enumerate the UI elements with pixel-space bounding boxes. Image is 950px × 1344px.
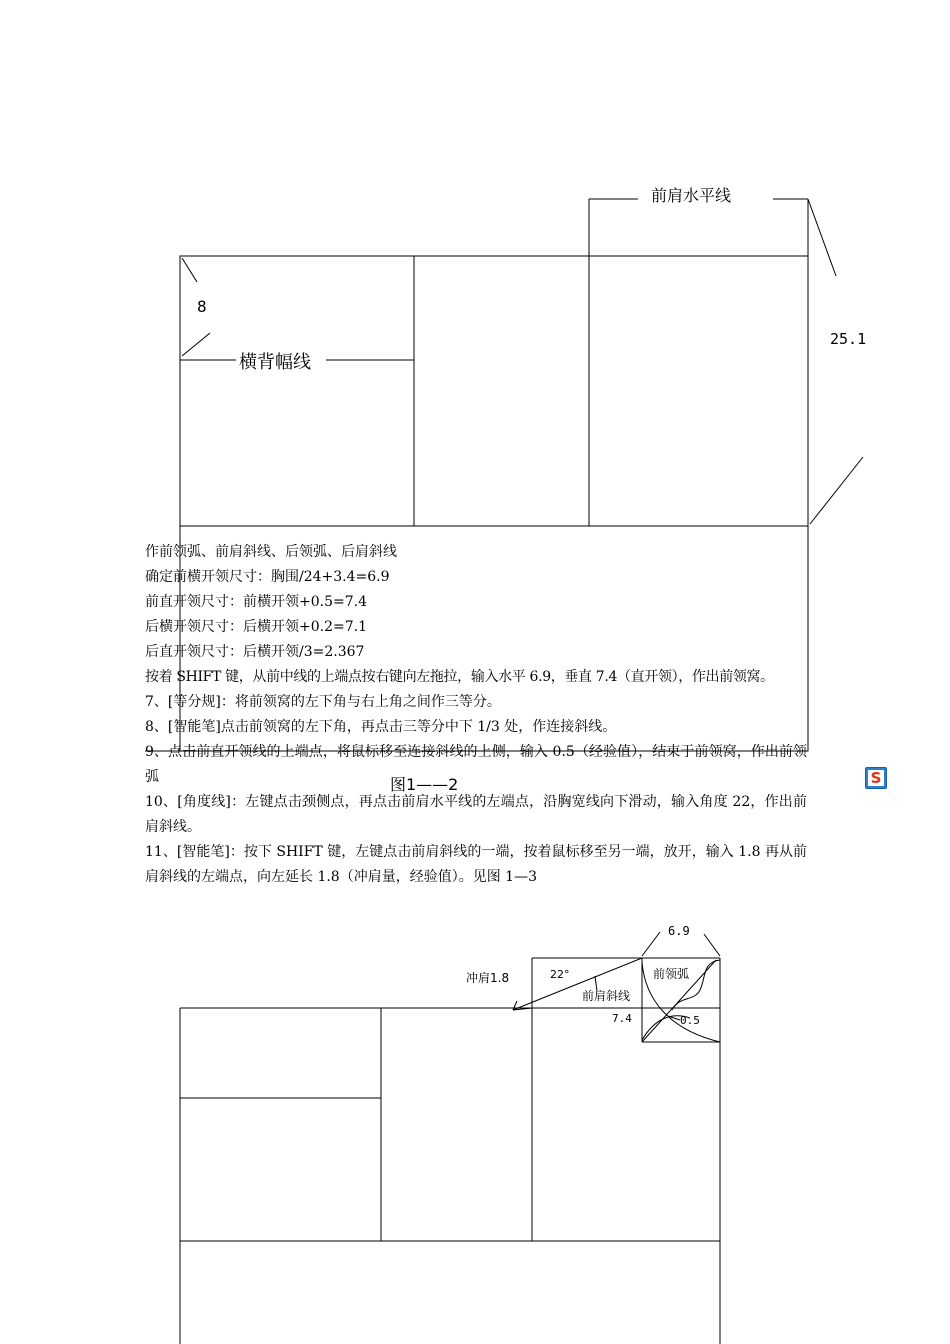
instruction-line: 确定前横开领尺寸：胸围/24+3.4=6.9 [145, 569, 390, 585]
front-neck-arc-label: 前领弧 [653, 967, 690, 981]
figure-1-2-caption: 图1——2 [390, 775, 459, 794]
back-width-line-label: 横背幅线 [239, 352, 311, 373]
instruction-text-block [145, 540, 810, 890]
front-shoulder-line-label: 前肩水平线 [651, 186, 732, 205]
instruction-line: 7、[等分规]：将前领窝的左下角与右上角之间作三等分。 [145, 694, 501, 710]
front-shoulder-slope-label: 前肩斜线 [582, 989, 631, 1003]
dimension-25-1: 25.1 [830, 330, 867, 348]
instruction-line: 后横开领尺寸：后横开领+0.2=7.1 [145, 619, 367, 635]
instruction-line: 11、[智能笔]：按下 SHIFT 键，左键点击前肩斜线的一端，按着鼠标移至另一端，放开，输入 1.8 再从前肩斜线的左端点，向左延长 1.8（冲肩量，经验值）。见图 1—3 [145, 844, 807, 885]
instruction-line: 8、[智能笔]点击前领窝的左下角，再点击三等分中下 1/3 处，作连接斜线。 [145, 719, 617, 735]
instruction-line: 9、点击前直开领线的上端点，将鼠标移至连接斜线的上侧，输入 0.5（经验值），结束于前领窝，作出前领弧 [145, 744, 807, 785]
dimension-6-9: 6.9 [668, 924, 690, 938]
instruction-line: 前直开领尺寸：前横开领+0.5=7.4 [145, 594, 367, 610]
dimension-7-4: 7.4 [612, 1012, 632, 1025]
dimension-8: 8 [197, 297, 207, 316]
instruction-line: 按着 SHIFT 键，从前中线的上端点按右键向左拖拉，输入水平 6.9，垂直 7.4（直开领），作出前领窝。 [145, 669, 774, 685]
angle-22: 22° [550, 968, 570, 981]
shoulder-push-label: 冲肩1.8 [466, 971, 510, 985]
instruction-line: 作前领弧、前肩斜线、后领弧、后肩斜线 [145, 544, 397, 560]
instruction-line: 10、[角度线]：左键点击颈侧点，再点击前肩水平线的左端点，沿胸宽线向下滑动，输入角度 22，作出前肩斜线。 [145, 794, 807, 835]
dimension-0-5: 0.5 [680, 1014, 700, 1027]
sogou-ime-icon[interactable]: S [865, 767, 887, 789]
instruction-line: 后直开领尺寸：后横开领/3=2.367 [145, 644, 365, 660]
